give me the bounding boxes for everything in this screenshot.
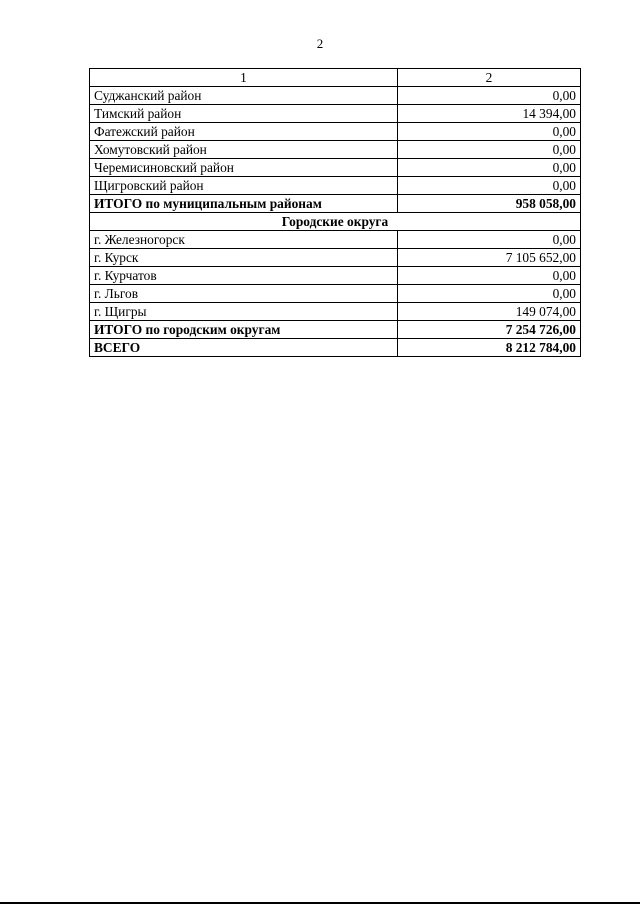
budget-distribution-table <box>89 68 581 357</box>
column-header-2: 2 <box>398 69 581 87</box>
row-value: 0,00 <box>398 231 581 249</box>
section-title-urban: Городские округа <box>90 213 581 231</box>
total-districts-value: 958 058,00 <box>398 195 581 213</box>
row-name: Фатежский район <box>90 123 398 141</box>
total-urban-value: 7 254 726,00 <box>398 321 581 339</box>
table-row <box>90 105 581 123</box>
row-name: г. Курчатов <box>90 267 398 285</box>
row-value: 0,00 <box>398 123 581 141</box>
table-row <box>90 303 581 321</box>
grand-total-row <box>90 339 581 357</box>
row-name: Черемисиновский район <box>90 159 398 177</box>
total-districts-label: ИТОГО по муниципальным районам <box>90 195 398 213</box>
table-row <box>90 249 581 267</box>
row-value: 14 394,00 <box>398 105 581 123</box>
row-name: Щигровский район <box>90 177 398 195</box>
table-header-row <box>90 69 581 87</box>
section-row-urban <box>90 213 581 231</box>
row-name: г. Железногорск <box>90 231 398 249</box>
table-row <box>90 87 581 105</box>
grand-total-value: 8 212 784,00 <box>398 339 581 357</box>
total-urban-label: ИТОГО по городским округам <box>90 321 398 339</box>
row-value: 149 074,00 <box>398 303 581 321</box>
table-row <box>90 285 581 303</box>
row-name: г. Льгов <box>90 285 398 303</box>
table-row <box>90 177 581 195</box>
row-value: 7 105 652,00 <box>398 249 581 267</box>
total-districts-row <box>90 195 581 213</box>
row-name: Хомутовский район <box>90 141 398 159</box>
table-row <box>90 141 581 159</box>
row-value: 0,00 <box>398 87 581 105</box>
row-value: 0,00 <box>398 267 581 285</box>
page-bottom-edge <box>0 902 640 904</box>
table-row <box>90 159 581 177</box>
table-row <box>90 267 581 285</box>
table-row <box>90 123 581 141</box>
row-name: Тимский район <box>90 105 398 123</box>
row-name: Суджанский район <box>90 87 398 105</box>
table-row <box>90 231 581 249</box>
page-number: 2 <box>316 36 324 51</box>
row-name: г. Курск <box>90 249 398 267</box>
row-name: г. Щигры <box>90 303 398 321</box>
total-urban-row <box>90 321 581 339</box>
row-value: 0,00 <box>398 177 581 195</box>
row-value: 0,00 <box>398 159 581 177</box>
row-value: 0,00 <box>398 141 581 159</box>
row-value: 0,00 <box>398 285 581 303</box>
column-header-1: 1 <box>90 69 398 87</box>
grand-total-label: ВСЕГО <box>90 339 398 357</box>
